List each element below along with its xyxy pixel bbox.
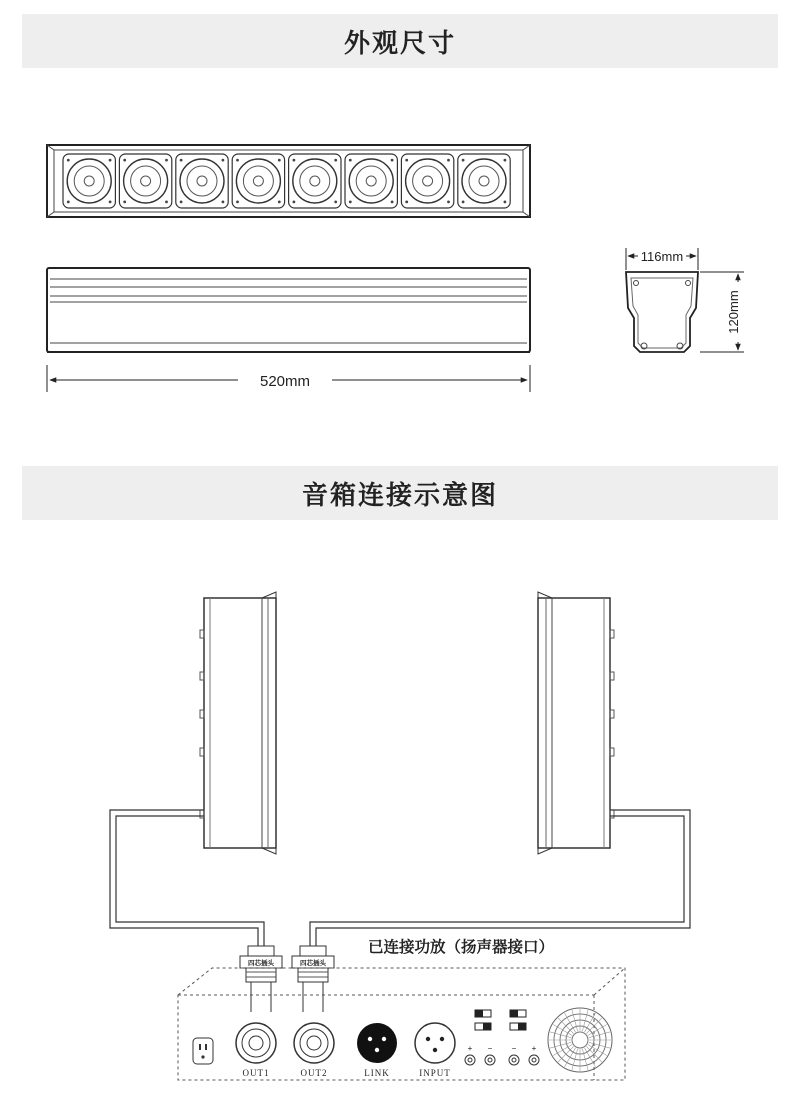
height-dimension xyxy=(700,272,744,352)
fan-grille-icon xyxy=(548,1008,612,1072)
driver-module xyxy=(176,154,228,208)
amplifier-caption: 已连接功放（扬声器接口） xyxy=(368,938,555,956)
terminal-sign: + xyxy=(531,1044,537,1053)
plug-right xyxy=(292,946,334,1012)
height-label: 120mm xyxy=(726,290,741,334)
link-xlr-connector xyxy=(357,1023,397,1078)
driver-module xyxy=(119,154,171,208)
out2-label: OUT2 xyxy=(300,1068,328,1078)
link-label: LINK xyxy=(364,1068,390,1078)
out1-label: OUT1 xyxy=(242,1068,270,1078)
speaker-cable-right xyxy=(310,810,690,948)
plug-left xyxy=(240,946,282,1012)
width-label: 116mm xyxy=(640,249,684,264)
length-label: 520mm xyxy=(259,373,311,390)
width-dimension xyxy=(626,248,698,270)
driver-module xyxy=(345,154,397,208)
out2-connector xyxy=(294,1023,334,1078)
length-dimension xyxy=(47,365,530,392)
out1-connector xyxy=(236,1023,276,1078)
power-socket-icon xyxy=(193,1038,213,1064)
terminal-sign: − xyxy=(487,1044,493,1053)
driver-module xyxy=(401,154,453,208)
section-title-connection: 音箱连接示意图 xyxy=(301,480,498,511)
left-speaker xyxy=(200,592,276,854)
terminal-sign: − xyxy=(511,1044,517,1053)
terminal-sign: + xyxy=(467,1044,473,1053)
right-speaker xyxy=(538,592,614,854)
speaker-top-view xyxy=(47,268,530,352)
plug-right-label: 四芯插头 xyxy=(300,959,326,967)
dip-switches xyxy=(475,1010,526,1030)
driver-module xyxy=(232,154,284,208)
section-title-dimensions: 外观尺寸 xyxy=(343,28,456,59)
driver-array xyxy=(63,154,510,208)
plug-left-label: 四芯插头 xyxy=(248,959,274,967)
driver-module xyxy=(289,154,341,208)
driver-module xyxy=(458,154,510,208)
binding-posts xyxy=(465,1044,539,1065)
driver-module xyxy=(63,154,115,208)
input-label: INPUT xyxy=(419,1068,451,1078)
speaker-front-view xyxy=(47,145,530,217)
speaker-cable-left xyxy=(110,810,264,948)
input-xlr-connector xyxy=(415,1023,455,1078)
speaker-side-profile xyxy=(626,272,698,352)
